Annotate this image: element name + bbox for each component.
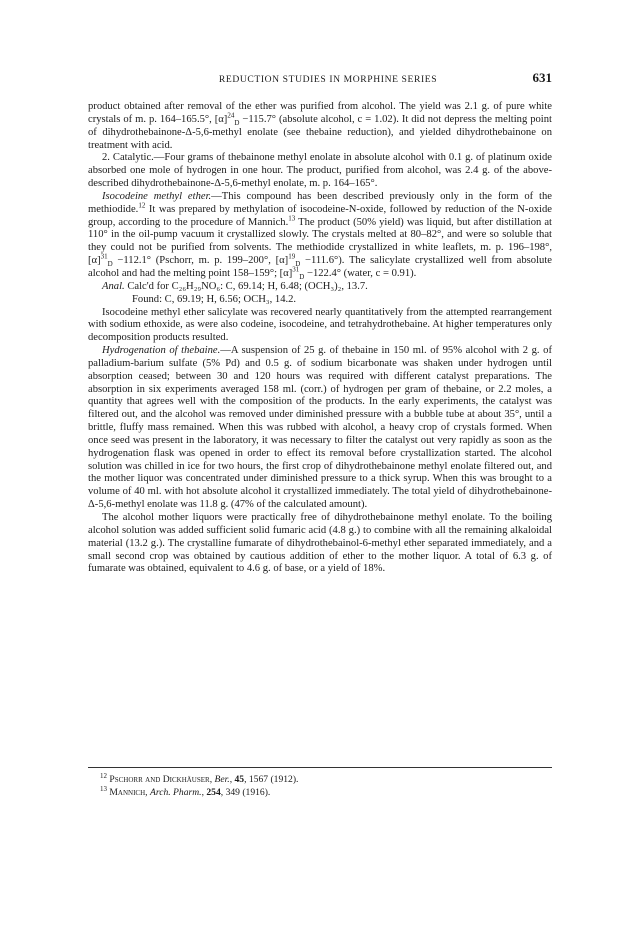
section-title-isocodeine: Isocodeine methyl ether.	[102, 190, 212, 202]
section-title-hydrogenation: Hydrogenation of thebaine.	[102, 345, 221, 357]
analysis-found: Found: C, 69.19; H, 6.56; OCH₃, 14.2.	[132, 293, 297, 305]
page-header	[104, 72, 552, 90]
article-body	[88, 101, 552, 576]
page-number: 631	[532, 70, 552, 85]
paragraph-mother-liquors: The alcohol mother liquors were practically free of dihydrothebainone methyl enolate. To the boiling alcohol solution was added sufficient solid fumaric acid (4.8 g.) to combine with all the remaining alkaloidal material (13.2 g.). The crystalline fumarate of dihydrothebainol-6-methyl ether separated immediately, and a small second crop was obtained by cautious addition of ether to the mother liquor. A total of 6.3 g. of fumarate was obtained, equivalent to 4.6 g. of base, or a yield of 18%.	[88, 512, 552, 575]
paragraph-hydrogenation: Hydrogenation of thebaine.—A suspension of 25 g. of thebaine in 150 ml. of 95% alcohol with 2 g. of palladium-barium sulfate (5% Pd) and 0.5 g. of sodium bicarbonate was shaken under hydrogen until absorption ceased; between 30 and 120 hours was required with different catalyst preparations. The absorption in six experiments averaged 158 ml. (corr.) of hydrogen per gram of thebaine, or 2.2 moles, a quantity that agrees well with the composition of the products. In the early experiments, the catalyst was filtered out, and the alcohol was removed under diminished pressure with a bubble tube at about 35°, until a brittle, fluffy mass remained. When this was rubbed with alcohol, a heavy crop of crystals formed. When once seed was present in the laboratory, it was necessary to filter the catalyst out very rapidly as soon as the hydrogenation flask was opened in order to effect its removal before crystallization started. The alcohol solution was chilled in ice for two hours, the first crop of dihydrothebainone methyl enolate filtered out, and the mother liquor was concentrated under diminished pressure to a thick syrup. When this was brought to a volume of 40 ml. with hot absolute alcohol it crystallized immediately. The total yield of dihydrothebainone-Δ-5,6-methyl enolate was 11.8 g. (47% of the calculated amount).	[88, 345, 552, 511]
footnote-ref-13: 13	[288, 214, 296, 223]
footnote-divider	[88, 767, 552, 768]
paragraph-catalytic: 2. Catalytic.—Four grams of thebainone methyl enolate in absolute alcohol with 0.1 g. of platinum oxide absorbed one mole of hydrogen in one hour. The product, purified from alcohol, was 2.4 g. of the above-described dihydrothebainone-Δ-5,6-methyl enolate, m. p. 164–165°.	[88, 152, 552, 190]
footnote-12: $^{12}$ Pschorr and Dickhäuser, Ber., 45, 1567 (1912).	[100, 771, 299, 785]
footnote-ref-12: 12	[138, 201, 146, 210]
running-title: REDUCTION STUDIES IN MORPHINE SERIES	[218, 74, 438, 85]
paragraph-salicylate: Isocodeine methyl ether salicylate was recovered nearly quantitatively from the attempted rearrangement with sodium ethoxide, as were also codeine, isocodeine, and tetrahydrothebaine. At higher temperatures only decomposition products resulted.	[88, 306, 552, 344]
footnote-13: $^{13}$ Mannich, Arch. Pharm., 254, 349 (1916).	[100, 784, 271, 798]
analysis-calculated: Anal. Calc'd for C₂₆H₂₉NO₆: C, 69.14; H, 6.48; (OCH₃)₂, 13.7.	[102, 280, 368, 292]
footnotes	[100, 773, 552, 799]
paragraph-yield: product obtained after removal of the ether was purified from alcohol. The yield was 2.1 g. of pure white crystals of m. p. 164–165.5°, $[\alpha]^{24}_D -115.7^\circ$ (absolute alcohol, c = 1.02). It did not depress the melting point of dihydrothebainone-Δ-5,6-methyl enolate (see thebaine reduction), and yielded dihydrothebainone on treatment with acid.	[88, 101, 552, 151]
analysis-label: Anal.	[102, 280, 125, 292]
paragraph-isocodeine-methyl-ether: Isocodeine methyl ether.—This compound has been described previously only in the form of the methiodide.$^{12}$ It was prepared by methylation of isocodeine-N-oxide, followed by reduction of the N-oxide group, according to the procedure of Mannich.$^{13}$ The product (50% yield) was liquid, but after distillation at 110° in the oil-pump vacuum it crystallized slowly. The crystals melted at 80–82°, and were so soluble that they could not be purified from solvents. The methiodide crystallized in white leaflets, m. p. 196–198°, $[\alpha]^{31}_D -112.1^\circ$ (Pschorr, m. p. 199–200°, $[\alpha]^{19}_D -111.6^\circ$). The salicylate crystallized well from absolute alcohol and had the melting point 158–159°; $[\alpha]^{31}_D -122.4^\circ$ (water, c = 0.91).	[88, 190, 553, 282]
